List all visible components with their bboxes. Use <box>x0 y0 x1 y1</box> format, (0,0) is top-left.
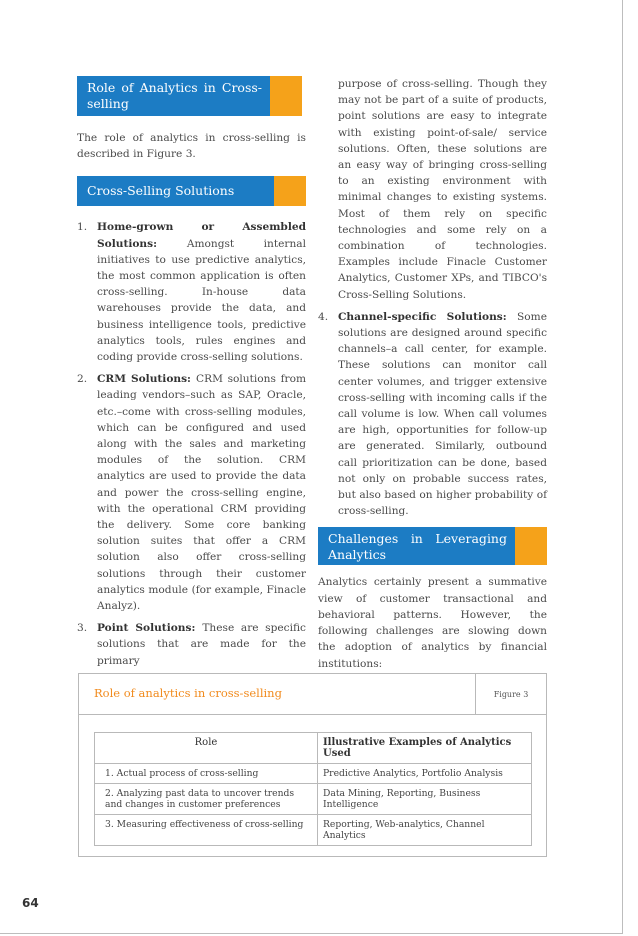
solutions-list <box>77 219 306 668</box>
solutions-list-continued <box>318 309 547 520</box>
table-cell: Data Mining, Reporting, Business Intelligence <box>318 784 532 815</box>
list-item <box>77 620 306 669</box>
table-cell: 2. Analyzing past data to uncover trends and changes in customer preferences <box>95 784 318 815</box>
table-cell: 1. Actual process of cross-selling <box>95 764 318 784</box>
table-cell: 3. Measuring effectiveness of cross-selling <box>95 815 318 846</box>
item-number: 1. <box>77 221 88 234</box>
list-item <box>77 219 306 365</box>
heading-challenges-text: Challenges in Leveraging Analytics <box>328 531 507 563</box>
figure-title: Role of analytics in cross-selling <box>94 686 282 700</box>
page-number: 64 <box>22 896 39 910</box>
figure-3 <box>78 673 547 857</box>
continued-paragraph: purpose of cross-selling. Though they may not be part of a suite of products, point solutions are easy to integrate with existing point-of-sale/ service solutions. Often, these solutions are an easy way of bringing cross-selling to an existing environment with minimal changes to existing systems. Most of them rely on specific technologies and some rely on a combination of technologies. Examples include Finacle Customer Analytics, Customer XPs, and TIBCO's Cross-Selling Solutions. <box>338 78 547 301</box>
left-column <box>77 76 306 675</box>
item-title: Point Solutions: <box>97 622 203 635</box>
table-header-row <box>95 733 532 764</box>
header-role: Role <box>95 733 318 764</box>
item-title: Channel-specific Solutions: <box>338 310 518 323</box>
item-number: 2. <box>77 373 88 386</box>
item-title: Home-grown or Assembled Solutions: <box>97 221 306 250</box>
item-text: CRM solutions from leading vendors–such as SAP, Oracle, etc.–come with cross-selling modules, which can be configured and used along with the sales and marketing modules of the solution. CRM analytics are used to provide the data and power the cross-selling engine, with the operational CRM providing the delivery. Some core banking solution suites that offer a CRM solution also offer cross-selling solutions through their customer analytics module (for example, Finacle Analyz). <box>97 373 306 613</box>
heading-role-of-analytics <box>77 76 302 116</box>
heading-accent <box>515 527 547 565</box>
item-text: These are specific solutions that are made for the primary <box>97 622 306 667</box>
heading-challenges <box>318 527 547 565</box>
heading-accent <box>270 76 302 116</box>
heading-cross-selling-solutions <box>77 176 306 206</box>
table-row <box>95 784 532 815</box>
figure-label: Figure 3 <box>475 674 546 714</box>
list-item <box>77 371 306 614</box>
item-text: Amongst internal initiatives to use predictive analytics, the most common application is often cross-selling. In-house data warehouses provide the data, and business intelligence tools, predictive analytics tools, rules engines and coding provide cross-selling solutions. <box>97 237 306 364</box>
right-column <box>318 76 547 672</box>
table-cell: Predictive Analytics, Portfolio Analysis <box>318 764 532 784</box>
figure-header <box>79 674 546 715</box>
item-text: Some solutions are designed around specific channels–a call center, for example. These solutions can monitor call center volumes, and trigger extensive cross-selling with incoming calls if the call volume is low. When call volumes are high, opportunities for follow-up are generated. Similarly, outbound call prioritization can be done, based not only on probable success rates, but also based on higher probability of cross-selling. <box>338 310 547 518</box>
list-item <box>318 309 547 520</box>
item-number: 3. <box>77 622 88 635</box>
header-examples: Illustrative Examples of Analytics Used <box>318 733 532 764</box>
item-number: 4. <box>318 310 329 323</box>
heading-accent <box>274 176 306 206</box>
intro-paragraph: The role of analytics in cross-selling is described in Figure 3. <box>77 132 306 161</box>
item-title: CRM Solutions: <box>97 373 196 386</box>
heading-role-text: Role of Analytics in Cross-selling <box>87 80 262 111</box>
heading-solutions-text: Cross-Selling Solutions <box>87 183 235 199</box>
table-cell: Reporting, Web-analytics, Channel Analytics <box>318 815 532 846</box>
figure-table <box>94 732 532 846</box>
table-row <box>95 815 532 846</box>
table-row <box>95 764 532 784</box>
challenges-paragraph: Analytics certainly present a summative view of customer transactional and behavioral patterns. However, the following challenges are slowing down the adoption of analytics by financial institutions: <box>318 576 547 670</box>
